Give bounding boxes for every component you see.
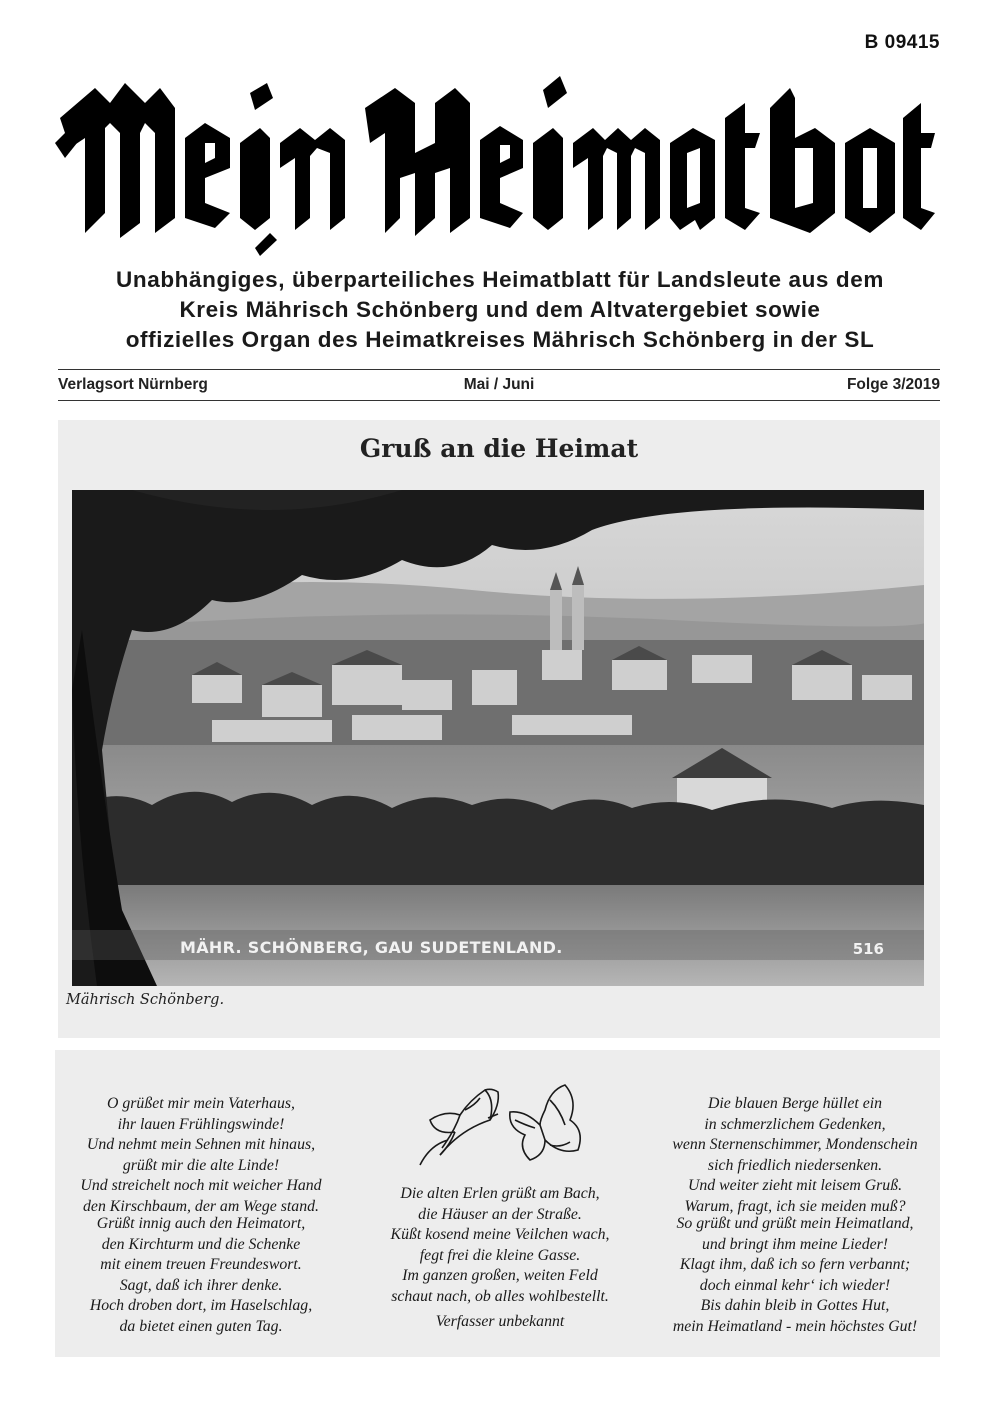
poem-line: den Kirchturm und die Schenke xyxy=(101,1235,301,1253)
subtitle-line: Unabhängiges, überparteiliches Heimatblatt für Landsleute aus dem xyxy=(116,267,884,292)
feature-title: Gruß an die Heimat xyxy=(359,434,639,463)
poem-column-2-verse xyxy=(355,1184,645,1307)
poem-line: wenn Sternenschimmer, Mondenschein xyxy=(672,1136,918,1153)
poem-column-3-verse-2 xyxy=(650,1214,940,1337)
town-photo xyxy=(72,490,924,986)
subtitle-line: offizielles Organ des Heimatkreises Mährisch Schönberg in der SL xyxy=(125,327,875,352)
butterflies-icon xyxy=(400,1070,600,1170)
poem-line: sich friedlich niedersenken. xyxy=(707,1156,883,1174)
subtitle xyxy=(40,265,960,355)
poem-line: Warum, fragt, ich sie meiden muß? xyxy=(684,1197,906,1215)
masthead-logo xyxy=(55,48,945,258)
poem-line: Die alten Erlen grüßt am Bach, xyxy=(400,1185,600,1202)
poem-column-3-verse-1 xyxy=(650,1094,940,1217)
issue-code: B 09415 xyxy=(864,32,940,53)
poem-line: Klagt ihm, daß ich so fern verbannt; xyxy=(679,1256,911,1273)
photo-number: 516 xyxy=(852,940,884,958)
poem-line: mit einem treuen Freundeswort. xyxy=(100,1256,302,1273)
poem-line: und bringt ihm meine Lieder! xyxy=(701,1235,889,1253)
poem-line: grüßt mir die alte Linde! xyxy=(122,1156,280,1174)
poem-line: den Kirschbaum, der am Wege stand. xyxy=(83,1197,319,1215)
poem-line: So grüßt und grüßt mein Heimatland, xyxy=(676,1215,914,1232)
poem-line: Grüßt innig auch den Heimatort, xyxy=(96,1215,306,1232)
poem-line: Und weiter zieht mit leisem Gruß. xyxy=(687,1177,903,1194)
issue-number: Folge 3/2019 xyxy=(846,376,940,393)
poem-line: Die blauen Berge hüllet ein xyxy=(707,1095,882,1112)
poem-line: Und nehmt mein Sehnen mit hinaus, xyxy=(86,1136,316,1153)
photo-caption: Mährisch Schönberg. xyxy=(66,992,225,1008)
feature-panel xyxy=(58,420,940,1038)
poem-line: doch einmal kehr‘ ich wieder! xyxy=(699,1276,891,1294)
poem-line: ihr lauen Frühlingswinde! xyxy=(117,1115,285,1133)
poem-line: Im ganzen großen, weiten Feld xyxy=(402,1267,598,1284)
issue-info-bar xyxy=(58,369,940,401)
poem-line: Hoch droben dort, im Haselschlag, xyxy=(89,1297,313,1314)
poem-line: in schmerzlichem Gedenken, xyxy=(704,1115,886,1133)
poem-line: Sagt, daß ich ihrer denke. xyxy=(119,1276,283,1294)
issue-month: Mai / Juni xyxy=(463,376,535,393)
poem-column-1-verse-2 xyxy=(61,1214,341,1337)
poem-line: Und streichelt noch mit weicher Hand xyxy=(80,1177,322,1194)
poem-line: mein Heimatland - mein höchstes Gut! xyxy=(672,1317,918,1335)
poem-column-1-verse-1 xyxy=(61,1094,341,1217)
poem-line: schaut nach, ob alles wohlbestellt. xyxy=(391,1287,609,1305)
poem-line: fegt frei die kleine Gasse. xyxy=(419,1246,581,1264)
publication-place: Verlagsort Nürnberg xyxy=(58,376,208,393)
poem-panel xyxy=(55,1050,940,1357)
photo-label: MÄHR. SCHÖNBERG, GAU SUDETENLAND. xyxy=(180,938,563,957)
poem-author: Verfasser unbekannt xyxy=(435,1313,565,1330)
subtitle-line: Kreis Mährisch Schönberg und dem Altvatergebiet sowie xyxy=(179,297,821,322)
poem-line: da bietet einen guten Tag. xyxy=(119,1317,283,1335)
poem-line: Küßt kosend meine Veilchen wach, xyxy=(390,1226,610,1243)
poem-line: die Häuser an der Straße. xyxy=(418,1205,582,1223)
poem-line: O grüßet mir mein Vaterhaus, xyxy=(107,1095,295,1112)
poem-line: Bis dahin bleib in Gottes Hut, xyxy=(700,1297,890,1314)
